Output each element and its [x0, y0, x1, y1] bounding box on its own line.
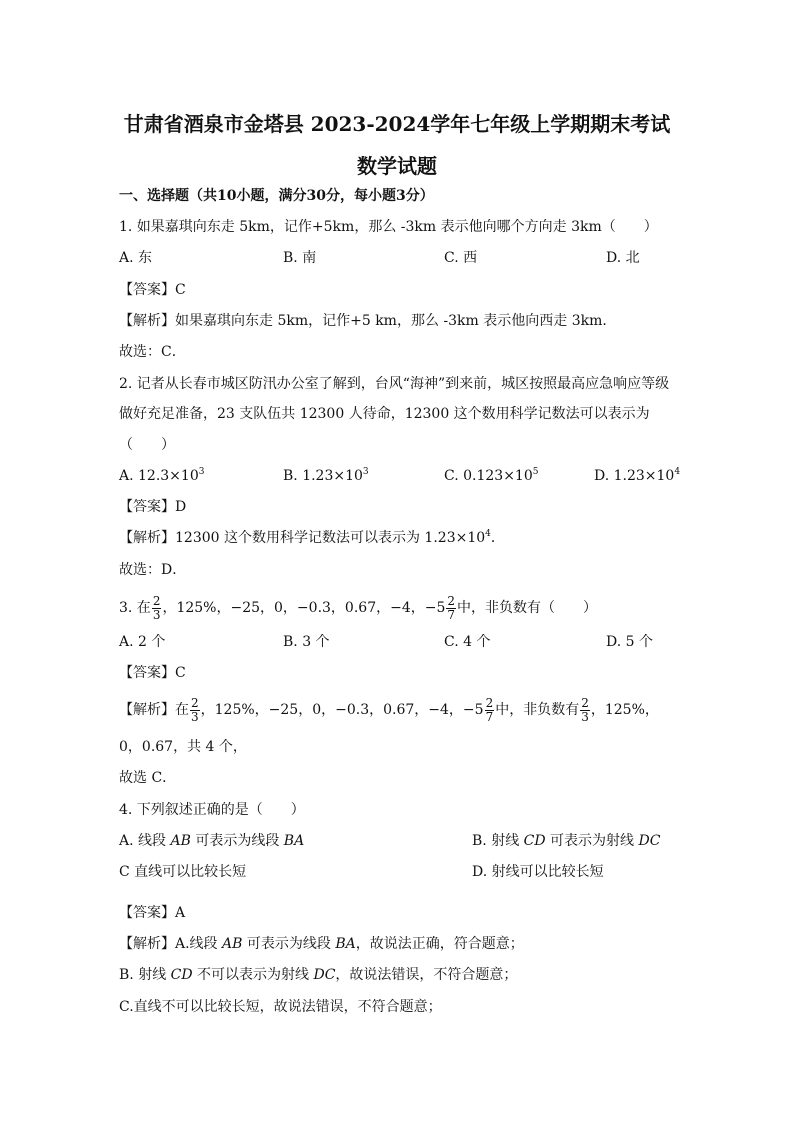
- q3-analysis-frac-den: 3: [191, 709, 199, 724]
- q1-option-b: B. 南: [283, 250, 317, 266]
- q2-answer: 【答案】D: [119, 499, 187, 515]
- q3-analysis-fraction: [190, 697, 200, 724]
- q3-analysis-frac2-num: 2: [581, 695, 589, 710]
- q2-option-d: [594, 466, 680, 486]
- q4-option-b: [472, 831, 660, 851]
- q3-answer: 【答案】C: [119, 665, 186, 681]
- q3-analysis-mixed-num: 2: [485, 695, 494, 710]
- q2-analysis-end: ．: [490, 530, 505, 546]
- q3-analysis: [119, 696, 659, 724]
- q1-option-d: D. 北: [606, 250, 640, 266]
- q4-answer: 【答案】A: [119, 905, 186, 921]
- q4-analysis-c: C.直线不可以比较长短，故说法错误，不符合题意；: [119, 999, 442, 1015]
- q2-option-d-exp: 4: [674, 467, 681, 477]
- q2-option-c: [444, 466, 538, 486]
- q4-stem: 4. 下列叙述正确的是（ ）: [119, 802, 305, 818]
- q4-analysis-b-v1: CD: [170, 967, 193, 983]
- q1-option-a: A. 东: [119, 250, 153, 266]
- q2-analysis-exp: 4: [485, 529, 491, 539]
- q3-option-a: A. 2 个: [119, 634, 166, 650]
- q2-stem-line3: （ ）: [119, 437, 175, 453]
- q4-option-c: C 直线可以比较长短: [119, 864, 247, 880]
- q3-stem-post: 中，非负数有（ ）: [457, 600, 598, 616]
- q1-conclusion: 故选：C．: [119, 344, 186, 360]
- exam-title-line2: 数学试题: [357, 154, 437, 178]
- q4-analysis-b-pre: B. 射线: [119, 967, 171, 983]
- q3-conclusion: 故选 C．: [119, 770, 177, 786]
- q3-analysis-frac2-den: 3: [581, 709, 589, 724]
- q2-conclusion: 故选：D．: [119, 562, 187, 578]
- q3-mixed-den: 7: [447, 607, 456, 622]
- q2-analysis: [119, 528, 505, 548]
- q2-option-c-base: C. 0.123×10: [444, 468, 533, 484]
- q4-option-d: D. 射线可以比较长短: [472, 864, 604, 880]
- q4-option-a-pre: A. 线段: [119, 833, 171, 849]
- q2-stem-line2: 做好充足准备，23 支队伍共 12300 人待命，12300 这个数用科学记数法可以表示为: [119, 406, 650, 422]
- q3-analysis-fraction2: [580, 697, 590, 724]
- q2-stem-line1: 2. 记者从长春市城区防汛办公室了解到，台风“海神”到来前，城区按照最高应急响应等级: [119, 376, 670, 392]
- q4-analysis-a-v1: AB: [222, 936, 243, 952]
- q4-analysis-b: [119, 965, 517, 985]
- q4-analysis-a-pre: 【解析】A.线段: [119, 936, 223, 952]
- q4-option-a: [119, 831, 304, 851]
- q3-analysis-mid2: 中，非负数有: [495, 702, 580, 718]
- q4-option-a-mid: 可表示为线段: [190, 833, 284, 849]
- q3-analysis-mid: ，125%，−25，0，−0.3，0.67，−4，−5: [200, 702, 484, 718]
- q3-fraction: [152, 595, 162, 622]
- q2-option-a-base: A. 12.3×10: [119, 468, 199, 484]
- q1-option-c: C. 西: [444, 250, 478, 266]
- q3-stem-pre: 3. 在: [119, 600, 151, 616]
- q3-analysis-mixed-den: 7: [485, 709, 494, 724]
- q4-analysis-a-v2: BA: [335, 936, 356, 952]
- q4-option-a-v1: AB: [170, 833, 191, 849]
- q3-option-d: D. 5 个: [606, 634, 653, 650]
- q3-analysis-frac-num: 2: [191, 695, 199, 710]
- q3-option-b: B. 3 个: [283, 634, 330, 650]
- q2-option-b-base: B. 1.23×10: [283, 468, 363, 484]
- q3-stem-mid: ，125%，−25，0，−0.3，0.67，−4，−5: [162, 600, 446, 616]
- q4-option-b-v1: CD: [523, 833, 546, 849]
- q3-analysis-post: ，125%，: [590, 702, 659, 718]
- section-heading: 一、选择题（共10小题，满分30分，每小题3分）: [119, 188, 434, 204]
- q2-option-b-exp: 3: [362, 467, 369, 477]
- q3-fraction-den: 3: [152, 607, 161, 622]
- q3-analysis-line2: 0，0.67，共 4 个，: [119, 739, 247, 755]
- q3-mixed-num: 2: [447, 593, 456, 608]
- q4-analysis-b-mid: 不可以表示为射线: [192, 967, 314, 983]
- q4-analysis-a-mid: 可表示为线段: [242, 936, 336, 952]
- q2-option-d-base: D. 1.23×10: [594, 468, 675, 484]
- q2-option-b: [283, 466, 369, 486]
- q3-fraction-num: 2: [152, 593, 161, 608]
- q1-analysis: 【解析】如果嘉琪向东走 5km，记作+5 km，那么 -3km 表示他向西走 3km．: [119, 313, 617, 329]
- q1-answer: 【答案】C: [119, 282, 186, 298]
- q2-analysis-base: 【解析】12300 这个数用科学记数法可以表示为 1.23×10: [119, 530, 486, 546]
- exam-title-line1: 甘肃省酒泉市金塔县 2023-2024学年七年级上学期期末考试: [123, 112, 671, 136]
- q4-analysis-b-post: ，故说法错误，不符合题意；: [335, 967, 518, 983]
- q4-analysis-a: [119, 934, 524, 954]
- q2-option-a-exp: 3: [198, 467, 205, 477]
- q4-option-b-pre: B. 射线: [472, 833, 524, 849]
- q4-option-b-v2: DC: [638, 833, 661, 849]
- q4-option-b-mid: 可表示为射线: [545, 833, 639, 849]
- q2-option-a: [119, 466, 204, 486]
- q3-option-c: C. 4 个: [444, 634, 491, 650]
- q4-analysis-b-v2: DC: [313, 967, 336, 983]
- q4-analysis-a-post: ，故说法正确，符合题意；: [355, 936, 524, 952]
- q2-option-c-exp: 5: [532, 467, 539, 477]
- q1-stem: 1. 如果嘉琪向东走 5km，记作+5km，那么 -3km 表示他向哪个方向走 3km（ ）: [119, 219, 658, 235]
- q3-analysis-mixed: [485, 697, 495, 724]
- q4-option-a-v2: BA: [283, 833, 305, 849]
- q3-analysis-pre: 【解析】在: [119, 702, 189, 718]
- q3-stem: [119, 594, 597, 622]
- q3-mixed-fraction: [446, 595, 456, 622]
